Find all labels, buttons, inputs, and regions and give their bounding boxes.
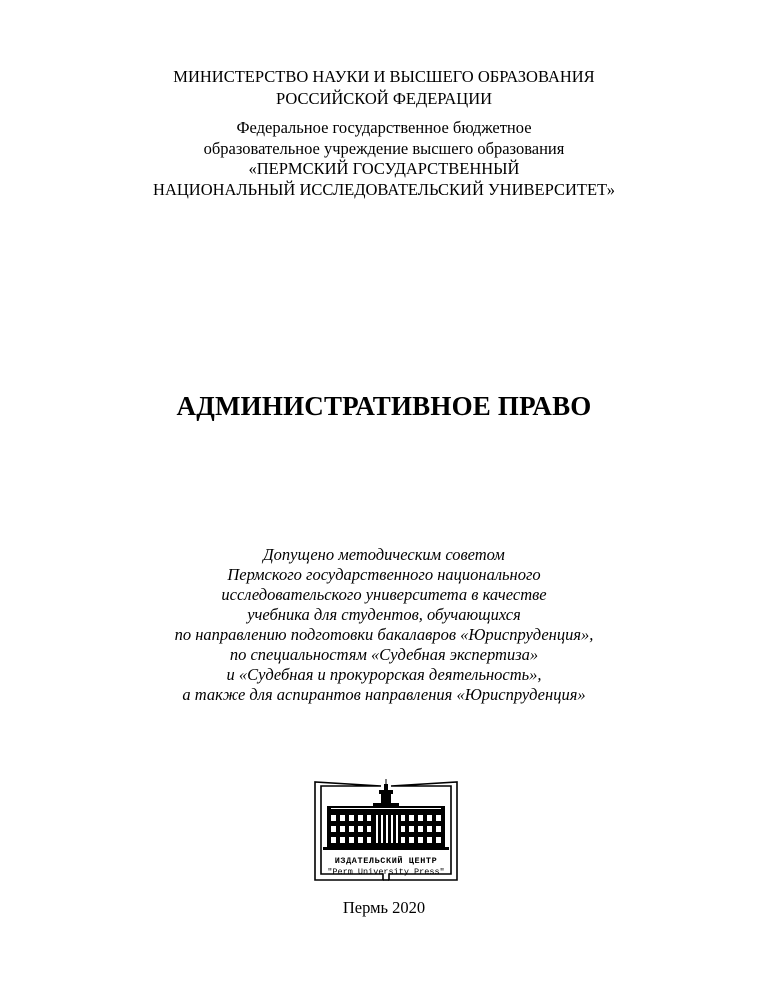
approval-line: Пермского государственного национального <box>227 565 541 584</box>
approval-line: по направлению подготовки бакалавров «Юриспруденция», <box>174 625 594 644</box>
publisher-brand: "Perm University Press" <box>327 867 445 877</box>
ministry-header <box>0 66 768 110</box>
institution-line: образовательное учреждение высшего образования <box>203 138 565 158</box>
publisher-logo <box>311 776 461 884</box>
publisher-name: ИЗДАТЕЛЬСКИЙ ЦЕНТР <box>334 856 438 866</box>
approval-line: исследовательского университета в качестве <box>221 585 547 604</box>
approval-line: и «Судебная и прокурорская деятельность», <box>226 665 542 684</box>
approval-line: по специальностям «Судебная экспертиза» <box>229 645 539 664</box>
approval-line: Допущено методическим советом <box>263 545 505 564</box>
approval-line: учебника для студентов, обучающихся <box>247 605 521 624</box>
document-title: АДМИНИСТРАТИВНОЕ ПРАВО <box>176 391 592 421</box>
institution-name <box>0 118 768 200</box>
institution-line: Федеральное государственное бюджетное <box>236 118 532 137</box>
ministry-line: МИНИСТЕРСТВО НАУКИ И ВЫСШЕГО ОБРАЗОВАНИЯ <box>173 67 595 86</box>
approval-line: а также для аспирантов направления «Юриспруденция» <box>182 685 586 704</box>
ministry-line: РОССИЙСКОЙ ФЕДЕРАЦИИ <box>275 89 493 108</box>
city-year: Пермь 2020 <box>342 898 426 917</box>
institution-line: «ПЕРМСКИЙ ГОСУДАРСТВЕННЫЙ <box>248 159 520 178</box>
institution-line: НАЦИОНАЛЬНЫЙ ИССЛЕДОВАТЕЛЬСКИЙ УНИВЕРСИТЕТ» <box>153 179 615 199</box>
approval-statement <box>0 545 768 705</box>
